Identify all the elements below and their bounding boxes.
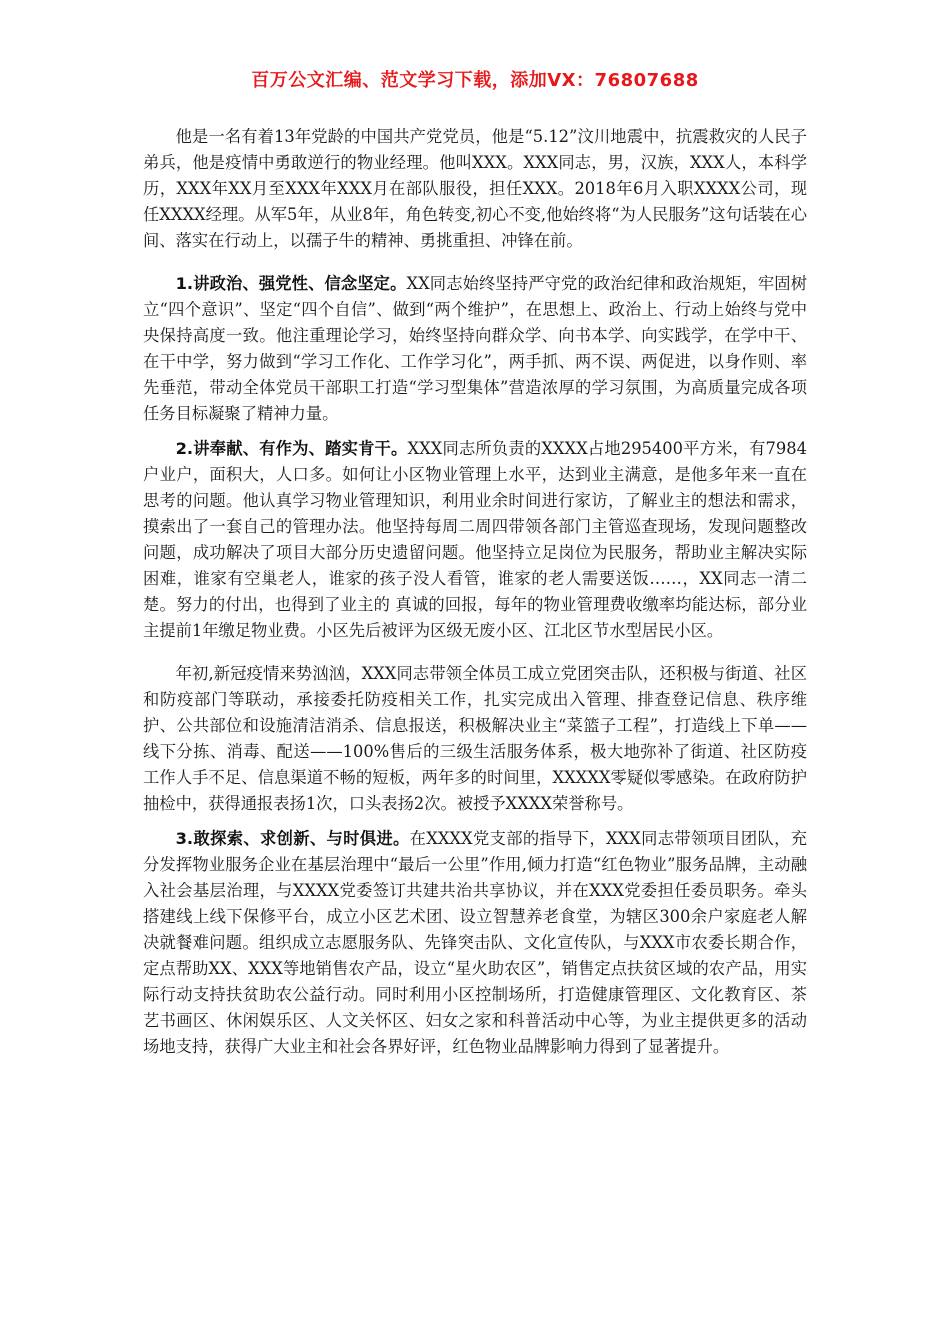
paragraph-text: 年初,新冠疫情来势汹汹，XXX同志带领全体员工成立党团突击队，还积极与街道、社区和防疫部门等联动，承接委托防疫相关工作，扎实完成出入管理、排查登记信息、秩序维护、公共部位和设施清洁消杀、信息报送，积极解决业主“菜篮子工程”，打造线上下单——线下分拣、消毒、配送——100%售后的三级生活服务体系，极大地弥补了街道、社区防疫工作人手不足、信息渠道不畅的短板，两年多的时间里，XXXXX零疑似零感染。在政府防护抽检中，获得通报表扬1次，口头表扬2次。被授予XXXX荣誉称号。 — [143, 664, 807, 813]
paragraph-text: XX同志始终坚持严守党的政治纪律和政治规矩，牢固树立“四个意识”、坚定“四个自信”、做到“两个维护”，在思想上、政治上、行动上始终与党中央保持高度一致。他注重理论学习，始终坚持向群众学、向书本学、向实践学，在学中干、在干中学，努力做到“学习工作化、工作学习化”，两手抓、两不误、两促进，以身作则、率先垂范，带动全体党员干部职工打造“学习型集体”营造浓厚的学习氛围，为高质量完成各项任务目标凝聚了精神力量。 — [143, 274, 807, 423]
article-body — [143, 124, 807, 1069]
section-heading: 1.讲政治、强党性、信念坚定。 — [175, 274, 407, 293]
paragraph-section-1 — [143, 271, 807, 427]
paragraph-intro — [143, 124, 807, 254]
paragraph-text: 他是一名有着13年党龄的中国共产党党员，他是“5.12”汶川地震中，抗震救灾的人民子弟兵，他是疫情中勇敢逆行的物业经理。他叫XXX。XXX同志，男，汉族，XXX人，本科学历，XXX年XX月至XXX年XXX月在部队服役，担任XXX。2018年6月入职XXXX公司，现任XXXX经理。从军5年，从业8年，角色转变,初心不变,他始终将“为人民服务”这句话装在心间、落实在行动上，以孺子牛的精神、勇挑重担、冲锋在前。 — [143, 127, 807, 250]
header-banner: 百万公文汇编、范文学习下载，添加VX：76807688 — [251, 70, 699, 91]
paragraph-epidemic — [143, 661, 807, 817]
paragraph-text: 在XXXX党支部的指导下，XXX同志带领项目团队，充分发挥物业服务企业在基层治理中“最后一公里”作用,倾力打造“红色物业”服务品牌，主动融入社会基层治理，与XXXX党委签订共建共治共享协议，并在XXX党委担任委员职务。牵头搭建线上线下保修平台，成立小区艺术团、设立智慧养老食堂，为辖区300余户家庭老人解决就餐难问题。组织成立志愿服务队、先锋突击队、文化宣传队，与XXX市农委长期合作，定点帮助XX、XXX等地销售农产品，设立“星火助农区”，销售定点扶贫区域的农产品，用实际行动支持扶贫助农公益行动。同时利用小区控制场所，打造健康管理区、文化教育区、茶艺书画区、休闲娱乐区、人文关怀区、妇女之家和科普活动中心等，为业主提供更多的活动场地支持，获得广大业主和社会各界好评，红色物业品牌影响力得到了显著提升。 — [143, 829, 808, 1056]
paragraph-text: XXX同志所负责的XXXX占地295400平方米，有7984户业户，面积大，人口多。如何让小区物业管理上水平，达到业主满意，是他多年来一直在思考的问题。他认真学习物业管理知识，利用业余时间进行家访，了解业主的想法和需求，摸索出了一套自己的管理办法。他坚持每周二周四带领各部门主管巡查现场，发现问题整改问题，成功解决了项目大部分历史遗留问题。他坚持立足岗位为民服务，帮助业主解决实际困难，谁家有空巢老人，谁家的孩子没人看管，谁家的老人需要送饭……，XX同志一清二楚。努力的付出，也得到了业主的 真诚的回报，每年的物业管理费收缴率均能达标，部分业主提前1年缴足物业费。小区先后被评为区级无废小区、江北区节水型居民小区。 — [143, 439, 807, 640]
paragraph-section-2 — [143, 436, 807, 644]
section-heading: 2.讲奉献、有作为、踏实肯干。 — [175, 439, 408, 458]
paragraph-section-3 — [143, 826, 807, 1060]
section-heading: 3.敢探索、求创新、与时俱进。 — [175, 829, 410, 848]
